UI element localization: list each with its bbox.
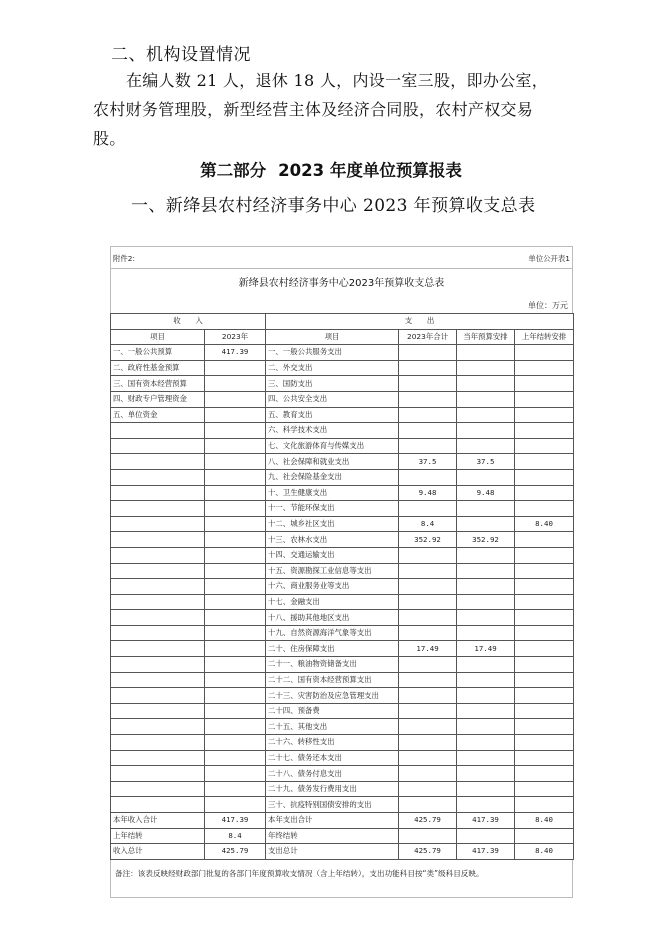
income-amount	[205, 579, 266, 595]
income-amount	[205, 391, 266, 407]
income-item	[111, 423, 205, 439]
part-title-prefix: 第二部分	[200, 161, 267, 180]
income-amount	[205, 641, 266, 657]
expense-carry	[515, 688, 574, 704]
expense-budget	[457, 501, 515, 517]
table-row	[111, 625, 574, 641]
expense-budget: 37.5	[457, 454, 515, 470]
income-amount: 425.79	[205, 844, 266, 860]
expense-total	[399, 579, 457, 595]
expense-total	[399, 750, 457, 766]
expense-budget	[457, 376, 515, 392]
expense-item: 年终结转	[266, 828, 399, 844]
expense-total: 8.4	[399, 516, 457, 532]
expense-item: 二十四、预备费	[266, 703, 399, 719]
income-amount: 417.39	[205, 345, 266, 361]
expense-item: 十四、交通运输支出	[266, 547, 399, 563]
expense-budget	[457, 797, 515, 813]
expense-carry	[515, 766, 574, 782]
expense-budget	[457, 563, 515, 579]
expense-total	[399, 547, 457, 563]
expense-item: 二十一、粮油物资储备支出	[266, 657, 399, 673]
table-row	[111, 391, 574, 407]
expense-item: 七、文化旅游体育与传媒支出	[266, 438, 399, 454]
income-item	[111, 657, 205, 673]
expense-carry	[515, 735, 574, 751]
expense-carry	[515, 391, 574, 407]
income-item: 上年结转	[111, 828, 205, 844]
expense-carry	[515, 703, 574, 719]
expense-total	[399, 610, 457, 626]
expense-carry	[515, 657, 574, 673]
expense-budget	[457, 766, 515, 782]
expense-budget: 352.92	[457, 532, 515, 548]
expense-header: 支 出	[266, 314, 574, 330]
income-item	[111, 688, 205, 704]
expense-budget: 417.39	[457, 844, 515, 860]
expense-item: 一、一般公共服务支出	[266, 345, 399, 361]
para-line-3: 股。	[93, 129, 126, 148]
expense-budget	[457, 423, 515, 439]
income-amount	[205, 703, 266, 719]
part-title-main: 2023 年度单位预算报表	[278, 161, 462, 180]
expense-total	[399, 719, 457, 735]
income-item	[111, 750, 205, 766]
expense-budget	[457, 345, 515, 361]
table-title: 一、新绛县农村经济事务中心 2023 年预算收支总表	[131, 196, 536, 216]
expense-item: 六、科学技术支出	[266, 423, 399, 439]
income-amount	[205, 781, 266, 797]
expense-carry	[515, 376, 574, 392]
expense-carry: 8.40	[515, 516, 574, 532]
income-amount	[205, 501, 266, 517]
expense-total	[399, 469, 457, 485]
expense-budget	[457, 688, 515, 704]
income-item	[111, 516, 205, 532]
sheet-meta-row	[110, 246, 573, 268]
expense-carry: 8.40	[515, 844, 574, 860]
part-title	[0, 157, 662, 181]
expense-item: 二十七、债务还本支出	[266, 750, 399, 766]
expense-total: 352.92	[399, 532, 457, 548]
expense-total	[399, 563, 457, 579]
expense-budget	[457, 469, 515, 485]
expense-carry	[515, 469, 574, 485]
expense-total	[399, 703, 457, 719]
expense-carry	[515, 563, 574, 579]
table-row	[111, 423, 574, 439]
income-item	[111, 501, 205, 517]
expense-total	[399, 735, 457, 751]
expense-budget: 17.49	[457, 641, 515, 657]
expense-budget	[457, 672, 515, 688]
expense-item: 十二、城乡社区支出	[266, 516, 399, 532]
expense-total	[399, 391, 457, 407]
expense-budget	[457, 594, 515, 610]
income-item	[111, 672, 205, 688]
table-row	[111, 813, 574, 829]
org-paragraph	[93, 66, 583, 153]
income-item	[111, 594, 205, 610]
expense-total	[399, 766, 457, 782]
income-amount	[205, 563, 266, 579]
table-column-header	[111, 329, 574, 345]
expense-item: 二、外交支出	[266, 360, 399, 376]
income-amount	[205, 516, 266, 532]
expense-carry	[515, 579, 574, 595]
expense-carry	[515, 610, 574, 626]
income-item	[111, 735, 205, 751]
expense-total	[399, 625, 457, 641]
income-item	[111, 766, 205, 782]
income-item	[111, 454, 205, 470]
table-row	[111, 345, 574, 361]
expense-carry	[515, 719, 574, 735]
table-row	[111, 407, 574, 423]
income-amount: 8.4	[205, 828, 266, 844]
expense-total	[399, 688, 457, 704]
income-amount	[205, 657, 266, 673]
expense-carry	[515, 625, 574, 641]
table-row	[111, 797, 574, 813]
expense-budget: 417.39	[457, 813, 515, 829]
income-amount	[205, 672, 266, 688]
col-header-expense-item: 项目	[266, 329, 399, 345]
income-amount: 417.39	[205, 813, 266, 829]
expense-item: 五、教育支出	[266, 407, 399, 423]
table-row	[111, 828, 574, 844]
budget-sheet	[110, 246, 573, 898]
income-amount	[205, 438, 266, 454]
col-header-carry: 上年结转安排	[515, 329, 574, 345]
expense-budget	[457, 719, 515, 735]
table-row	[111, 579, 574, 595]
expense-budget	[457, 828, 515, 844]
col-header-income-item: 项目	[111, 329, 205, 345]
income-item: 五、单位资金	[111, 407, 205, 423]
income-amount	[205, 454, 266, 470]
col-header-total: 2023年合计	[399, 329, 457, 345]
income-item	[111, 547, 205, 563]
expense-carry	[515, 454, 574, 470]
expense-item: 二十二、国有资本经营预算支出	[266, 672, 399, 688]
income-item: 二、政府性基金预算	[111, 360, 205, 376]
expense-total	[399, 797, 457, 813]
table-row	[111, 657, 574, 673]
income-item: 三、国有资本经营预算	[111, 376, 205, 392]
expense-carry	[515, 641, 574, 657]
expense-item: 支出总计	[266, 844, 399, 860]
income-amount	[205, 469, 266, 485]
income-amount	[205, 547, 266, 563]
expense-item: 本年支出合计	[266, 813, 399, 829]
table-row	[111, 703, 574, 719]
expense-total	[399, 501, 457, 517]
income-item: 收入总计	[111, 844, 205, 860]
table-row	[111, 516, 574, 532]
expense-carry	[515, 797, 574, 813]
expense-carry	[515, 547, 574, 563]
expense-item: 九、社会保险基金支出	[266, 469, 399, 485]
income-amount	[205, 376, 266, 392]
expense-budget	[457, 438, 515, 454]
income-item	[111, 610, 205, 626]
table-row	[111, 844, 574, 860]
table-row	[111, 594, 574, 610]
table-row	[111, 750, 574, 766]
table-row	[111, 454, 574, 470]
expense-budget	[457, 610, 515, 626]
income-item	[111, 438, 205, 454]
table-row	[111, 485, 574, 501]
table-row	[111, 735, 574, 751]
table-note: 备注：该表反映经财政部门批复的各部门年度预算收支情况（含上年结转），支出功能科目按“类”级科目反映。	[110, 860, 573, 898]
expense-item: 十九、自然资源海洋气象等支出	[266, 625, 399, 641]
table-row	[111, 532, 574, 548]
expense-total	[399, 672, 457, 688]
income-amount	[205, 766, 266, 782]
expense-total	[399, 345, 457, 361]
expense-budget	[457, 781, 515, 797]
expense-total: 9.48	[399, 485, 457, 501]
expense-total	[399, 360, 457, 376]
expense-budget	[457, 657, 515, 673]
expense-budget	[457, 391, 515, 407]
expense-carry	[515, 438, 574, 454]
expense-item: 二十三、灾害防治及应急管理支出	[266, 688, 399, 704]
expense-carry	[515, 532, 574, 548]
expense-total	[399, 828, 457, 844]
income-item	[111, 469, 205, 485]
expense-total: 37.5	[399, 454, 457, 470]
table-row	[111, 469, 574, 485]
section-heading: 二、机构设置情况	[111, 45, 251, 65]
expense-item: 八、社会保障和就业支出	[266, 454, 399, 470]
expense-carry	[515, 828, 574, 844]
expense-item: 十三、农林水支出	[266, 532, 399, 548]
expense-carry	[515, 781, 574, 797]
expense-total	[399, 594, 457, 610]
table-row	[111, 781, 574, 797]
income-item	[111, 485, 205, 501]
expense-budget	[457, 703, 515, 719]
expense-total	[399, 438, 457, 454]
expense-budget	[457, 547, 515, 563]
expense-budget: 9.48	[457, 485, 515, 501]
income-amount	[205, 625, 266, 641]
para-line-1: 在编人数 21 人，退休 18 人，内设一室三股，即办公室，	[126, 71, 549, 90]
income-amount	[205, 360, 266, 376]
expense-item: 二十八、债务付息支出	[266, 766, 399, 782]
unit-label: 单位：万元	[110, 299, 573, 313]
income-header: 收 入	[111, 314, 266, 330]
expense-item: 十、卫生健康支出	[266, 485, 399, 501]
table-row	[111, 501, 574, 517]
income-item	[111, 625, 205, 641]
expense-item: 二十五、其他支出	[266, 719, 399, 735]
income-item: 四、财政专户管理资金	[111, 391, 205, 407]
income-item: 一、一般公共预算	[111, 345, 205, 361]
table-row	[111, 360, 574, 376]
expense-item: 十六、商业服务业等支出	[266, 579, 399, 595]
attachment-label: 附件2:	[113, 254, 135, 263]
expense-item: 十五、资源勘探工业信息等支出	[266, 563, 399, 579]
col-header-budget: 当年预算安排	[457, 329, 515, 345]
table-row	[111, 719, 574, 735]
table-row	[111, 547, 574, 563]
expense-item: 三、国防支出	[266, 376, 399, 392]
income-item	[111, 641, 205, 657]
expense-budget	[457, 750, 515, 766]
table-row	[111, 610, 574, 626]
expense-carry	[515, 501, 574, 517]
expense-item: 十七、金融支出	[266, 594, 399, 610]
expense-budget	[457, 516, 515, 532]
form-number: 单位公开表1	[528, 254, 570, 263]
income-amount	[205, 407, 266, 423]
income-amount	[205, 610, 266, 626]
income-item	[111, 797, 205, 813]
expense-carry	[515, 423, 574, 439]
expense-budget	[457, 407, 515, 423]
sheet-title: 新绛县农村经济事务中心2023年预算收支总表	[110, 268, 573, 299]
table-row	[111, 438, 574, 454]
income-item	[111, 563, 205, 579]
income-amount	[205, 423, 266, 439]
expense-item: 三十、抗疫特别国债安排的支出	[266, 797, 399, 813]
table-group-header	[111, 314, 574, 330]
expense-total	[399, 657, 457, 673]
expense-budget	[457, 360, 515, 376]
expense-carry	[515, 485, 574, 501]
income-amount	[205, 532, 266, 548]
income-item	[111, 781, 205, 797]
expense-total	[399, 781, 457, 797]
income-amount	[205, 485, 266, 501]
table-row	[111, 563, 574, 579]
income-item	[111, 703, 205, 719]
income-item	[111, 532, 205, 548]
expense-total	[399, 423, 457, 439]
expense-total: 425.79	[399, 844, 457, 860]
income-amount	[205, 688, 266, 704]
expense-item: 十八、援助其他地区支出	[266, 610, 399, 626]
income-amount	[205, 797, 266, 813]
expense-total	[399, 407, 457, 423]
expense-item: 四、公共安全支出	[266, 391, 399, 407]
expense-carry	[515, 407, 574, 423]
expense-carry	[515, 594, 574, 610]
para-line-2: 农村财务管理股，新型经营主体及经济合同股，农村产权交易	[93, 100, 534, 119]
expense-carry	[515, 750, 574, 766]
expense-item: 二十九、债务发行费用支出	[266, 781, 399, 797]
table-row	[111, 376, 574, 392]
income-item	[111, 719, 205, 735]
expense-budget	[457, 735, 515, 751]
expense-carry: 8.40	[515, 813, 574, 829]
expense-carry	[515, 345, 574, 361]
expense-item: 二十六、转移性支出	[266, 735, 399, 751]
table-row	[111, 672, 574, 688]
income-amount	[205, 735, 266, 751]
table-row	[111, 766, 574, 782]
income-item: 本年收入合计	[111, 813, 205, 829]
table-row	[111, 641, 574, 657]
expense-total	[399, 376, 457, 392]
income-amount	[205, 719, 266, 735]
expense-carry	[515, 672, 574, 688]
col-header-2023: 2023年	[205, 329, 266, 345]
expense-total: 17.49	[399, 641, 457, 657]
budget-table	[110, 313, 574, 860]
expense-total: 425.79	[399, 813, 457, 829]
income-amount	[205, 594, 266, 610]
expense-item: 二十、住房保障支出	[266, 641, 399, 657]
table-row	[111, 688, 574, 704]
income-item	[111, 579, 205, 595]
expense-item: 十一、节能环保支出	[266, 501, 399, 517]
income-amount	[205, 750, 266, 766]
expense-carry	[515, 360, 574, 376]
expense-budget	[457, 625, 515, 641]
expense-budget	[457, 579, 515, 595]
